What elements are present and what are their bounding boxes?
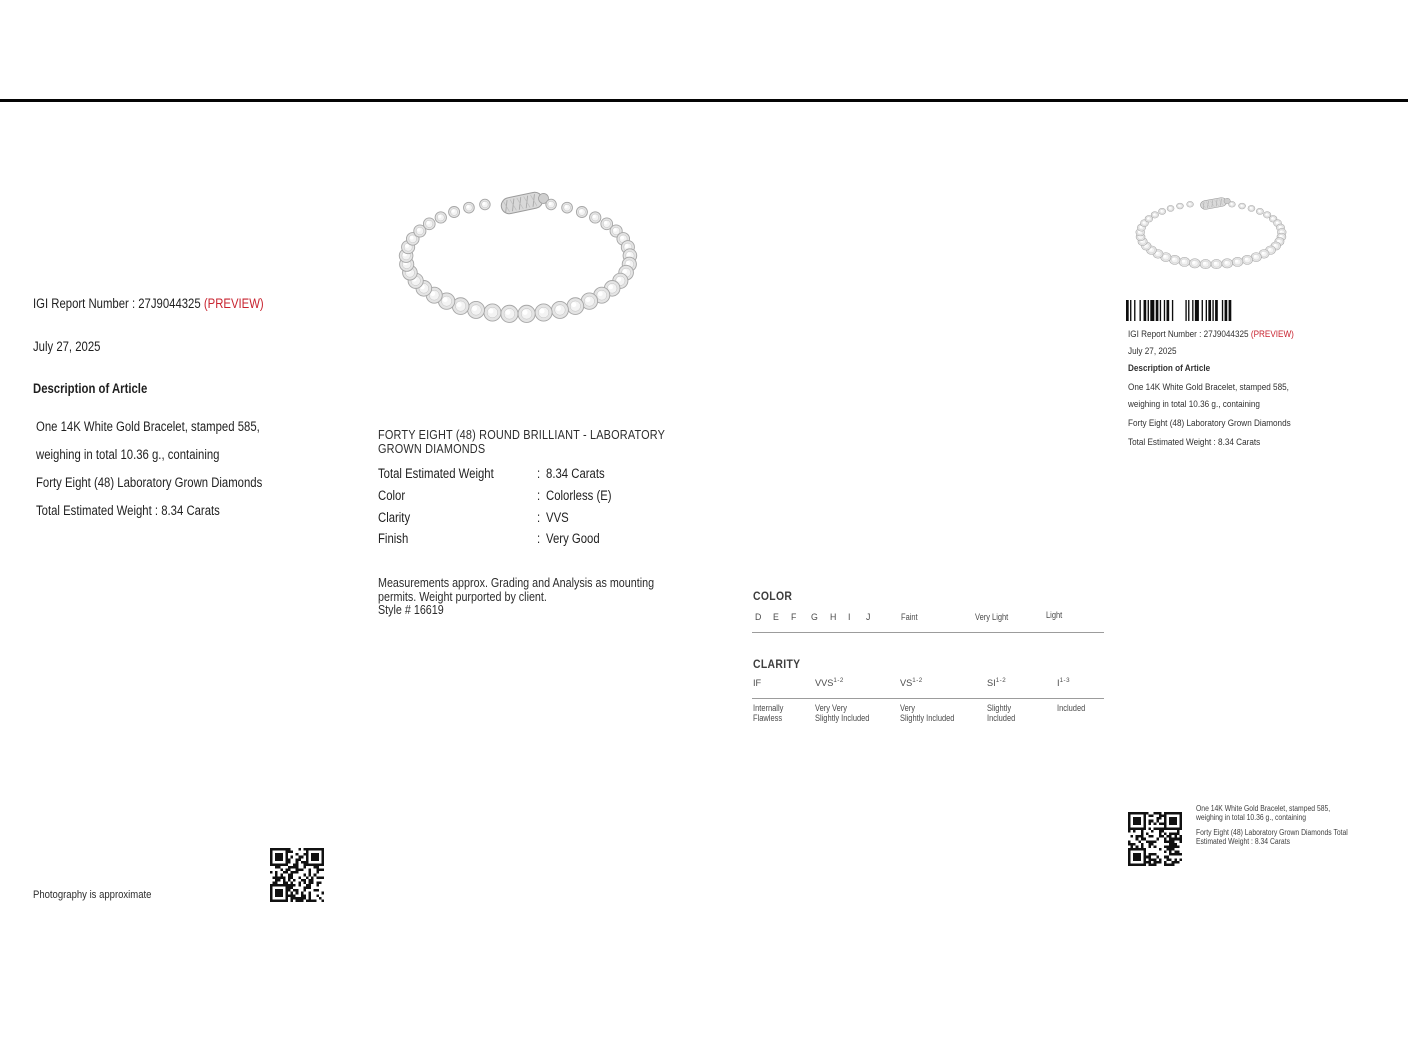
description-line: Forty Eight (48) Laboratory Grown Diamonds — [36, 475, 263, 490]
report-number-line-small — [1128, 330, 1294, 341]
label-line: One 14K White Gold Bracelet, stamped 585, — [1196, 804, 1331, 813]
spec-value-text: 8.34 Carats — [546, 466, 605, 481]
clarity-code: VS — [900, 678, 913, 688]
spec-label: Clarity — [378, 510, 411, 525]
clarity-grade-si — [987, 678, 1006, 688]
bracelet-photo — [390, 182, 646, 332]
clarity-grade-vs — [900, 678, 923, 688]
color-grade-i: I — [848, 612, 851, 622]
description-line: Total Estimated Weight : 8.34 Carats — [36, 503, 220, 518]
colon: : — [537, 466, 541, 481]
colon: : — [537, 510, 541, 525]
report-number-line — [33, 296, 264, 311]
barcode-icon — [1126, 300, 1234, 321]
clarity-code: IF — [753, 678, 762, 688]
clarity-code: SI — [987, 678, 996, 688]
clarity-grade-i — [1057, 678, 1070, 688]
colon: : — [537, 531, 541, 546]
spec-value — [537, 531, 600, 546]
clarity-sup: 1-3 — [1059, 677, 1071, 684]
clarity-grade-if — [753, 678, 761, 688]
clarity-code: VVS — [815, 678, 834, 688]
report-number-text: IGI Report Number : 27J9044325 — [1128, 329, 1249, 340]
qr-code-icon — [270, 848, 324, 902]
spec-value-text: VVS — [546, 510, 569, 525]
description-line-small: Total Estimated Weight : 8.34 Carats — [1128, 437, 1261, 448]
spec-label: Color — [378, 488, 406, 503]
report-date: July 27, 2025 — [33, 339, 101, 354]
spec-value — [537, 510, 569, 525]
clarity-code: I — [1057, 678, 1060, 688]
spec-value-text: Colorless (E) — [546, 488, 612, 503]
preview-badge: (PREVIEW) — [203, 296, 264, 311]
clarity-sup: 1-2 — [833, 677, 844, 684]
spec-value — [537, 488, 612, 503]
color-range-light: Light — [1046, 610, 1063, 620]
article-heading-line1: FORTY EIGHT (48) ROUND BRILLIANT - LABORATORY — [378, 427, 666, 442]
description-line: weighing in total 10.36 g., containing — [36, 447, 220, 462]
clarity-desc: Internally — [753, 703, 784, 713]
color-range-very-light: Very Light — [975, 612, 1009, 622]
clarity-grade-vvs — [815, 678, 844, 688]
clarity-desc: Slightly — [987, 703, 1012, 713]
grading-note-line1: Measurements approx. Grading and Analysis as mounting — [378, 575, 655, 590]
top-divider-rule — [0, 99, 1408, 102]
color-range-faint: Faint — [901, 612, 918, 622]
clarity-desc: Very Very — [815, 703, 848, 713]
article-heading-line2: GROWN DIAMONDS — [378, 441, 486, 456]
color-grade-j: J — [866, 612, 871, 622]
qr-code-icon — [1128, 812, 1182, 866]
report-date-small: July 27, 2025 — [1128, 346, 1177, 357]
color-grade-d: D — [755, 612, 762, 622]
clarity-sup: 1-2 — [912, 677, 923, 684]
report-number-text: IGI Report Number : 27J9044325 — [33, 296, 201, 311]
color-grade-f: F — [791, 612, 797, 622]
spec-label: Finish — [378, 531, 409, 546]
clarity-sup: 1-2 — [995, 677, 1007, 684]
description-line: One 14K White Gold Bracelet, stamped 585, — [36, 419, 260, 434]
color-grade-h: H — [830, 612, 837, 622]
color-scale-rule — [752, 632, 1104, 633]
color-scale-heading: COLOR — [753, 589, 793, 603]
description-line-small: Forty Eight (48) Laboratory Grown Diamonds — [1128, 418, 1291, 429]
clarity-scale-rule — [752, 698, 1104, 699]
label-line: weighing in total 10.36 g., containing — [1196, 813, 1307, 822]
clarity-scale-heading: CLARITY — [753, 657, 801, 671]
style-number: Style # 16619 — [378, 602, 444, 617]
description-heading: Description of Article — [33, 381, 148, 396]
bracelet-photo-small — [1130, 192, 1292, 274]
spec-value — [537, 466, 605, 481]
preview-badge: (PREVIEW) — [1250, 329, 1294, 340]
spec-value-text: Very Good — [546, 531, 600, 546]
color-grade-e: E — [773, 612, 779, 622]
description-heading-small: Description of Article — [1128, 363, 1211, 374]
clarity-desc: Included — [1057, 703, 1086, 713]
color-grade-g: G — [811, 612, 818, 622]
clarity-desc: Slightly Included — [900, 713, 955, 723]
spec-label: Total Estimated Weight — [378, 466, 494, 481]
clarity-desc: Slightly Included — [815, 713, 870, 723]
grading-note-line2: permits. Weight purported by client. — [378, 589, 547, 604]
clarity-desc: Flawless — [753, 713, 783, 723]
label-line: Forty Eight (48) Laboratory Grown Diamonds Total — [1196, 828, 1348, 837]
photography-note: Photography is approximate — [33, 889, 152, 901]
colon: : — [537, 488, 541, 503]
clarity-desc: Very — [900, 703, 915, 713]
description-line-small: weighing in total 10.36 g., containing — [1128, 399, 1260, 410]
description-line-small: One 14K White Gold Bracelet, stamped 585, — [1128, 382, 1289, 393]
label-line: Estimated Weight : 8.34 Carats — [1196, 837, 1290, 846]
clarity-desc: Included — [987, 713, 1016, 723]
